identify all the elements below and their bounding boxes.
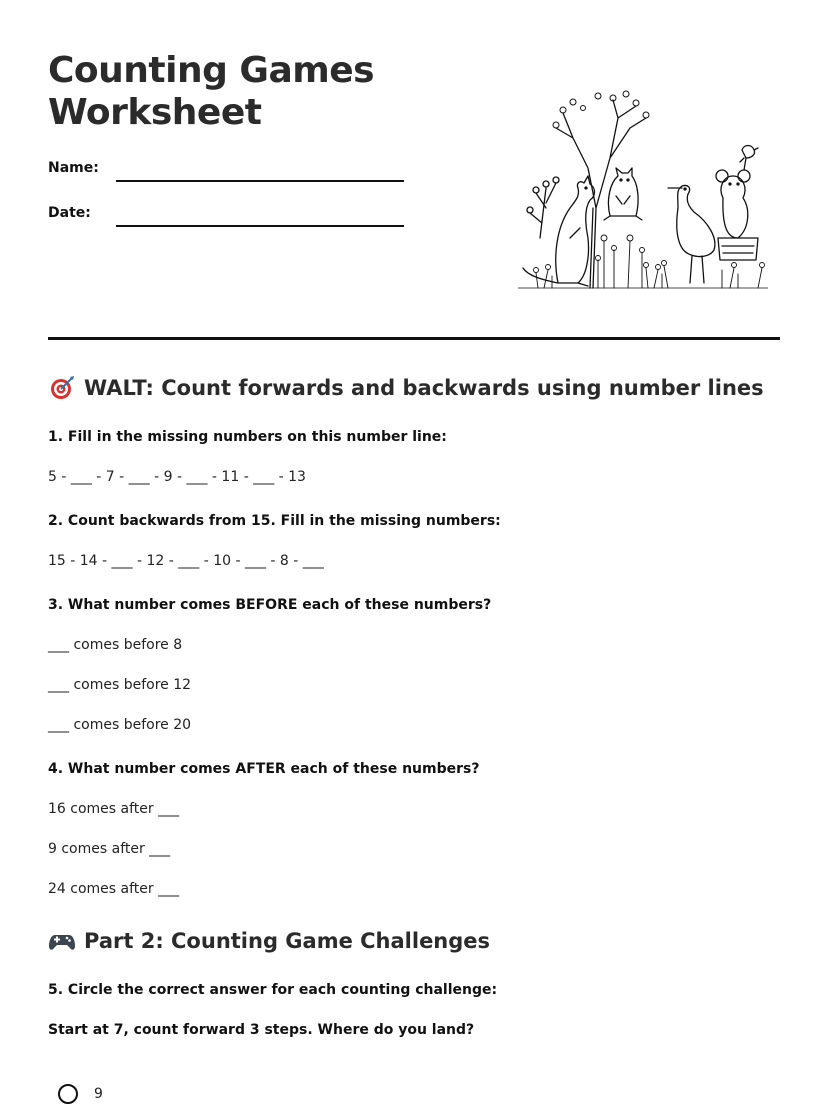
question-5: 5. Circle the correct answer for each counting challenge: [48,982,498,998]
list-item: ___ comes before 8 [48,637,183,653]
walt-heading-text: WALT: Count forwards and backwards using number lines [84,376,764,400]
page-title [48,50,374,134]
challenge-1: Start at 7, count forward 3 steps. Where do you land? [48,1022,475,1038]
date-label: Date: [48,205,91,221]
title-line-2: Worksheet [48,92,262,133]
list-item: 24 comes after ___ [48,881,180,897]
list-item: ___ comes before 12 [48,677,192,693]
part-2-heading [48,927,490,955]
answer-option-label: 9 [94,1086,103,1102]
number-line-2: 15 - 14 - ___ - 12 - ___ - 10 - ___ - 8 - ___ [48,553,324,569]
list-item: ___ comes before 20 [48,717,192,733]
answer-option[interactable] [58,1084,103,1104]
question-2: 2. Count backwards from 15. Fill in the missing numbers: [48,513,501,529]
part-2-heading-text: Part 2: Counting Game Challenges [84,929,491,953]
title-line-1: Counting Games [48,50,375,91]
date-field[interactable] [116,225,404,227]
question-3: 3. What number comes BEFORE each of these numbers? [48,597,492,613]
australian-animals-illustration [518,88,768,293]
name-label: Name: [48,160,99,176]
name-field[interactable] [116,180,404,182]
walt-heading [48,374,764,402]
number-line-1: 5 - ___ - 7 - ___ - 9 - ___ - 11 - ___ - 13 [48,469,306,485]
question-4: 4. What number comes AFTER each of these numbers? [48,761,480,777]
section-divider [48,337,780,340]
list-item: 16 comes after ___ [48,801,180,817]
list-item: 9 comes after ___ [48,841,171,857]
game-controller-icon [48,927,76,955]
radio-circle[interactable] [58,1084,78,1104]
question-1: 1. Fill in the missing numbers on this number line: [48,429,447,445]
target-icon [48,374,76,402]
